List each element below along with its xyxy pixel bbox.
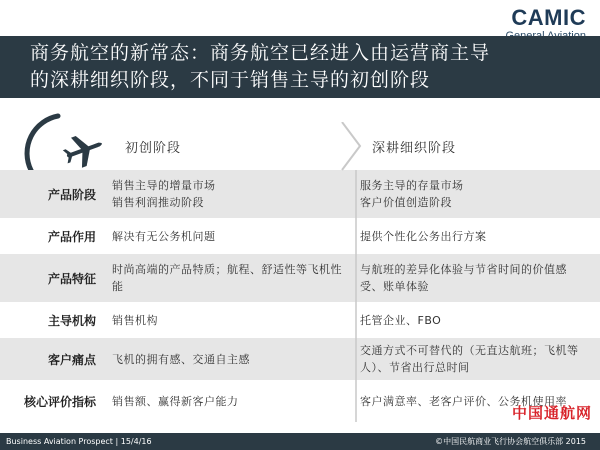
title-line-1: 商务航空的新常态：商务航空已经进入由运营商主导 [30, 42, 491, 64]
footer-left-text: Business Aviation Prospect | 15/4/16 [6, 437, 152, 446]
table-row [0, 338, 600, 380]
table-row [0, 380, 600, 422]
row-cell-deep: 与航班的差异化体验与节省时间的价值感受、账单体验 [360, 263, 567, 293]
table-row [0, 170, 600, 218]
row-label: 主导机构 [47, 313, 96, 328]
row-cell-deep: 服务主导的存量市场 客户价值创造阶段 [360, 179, 464, 209]
logo-name: CAMIC [511, 5, 586, 30]
watermark-text: 中国通航网 [511, 404, 592, 422]
row-cell-deep: 托管企业、FBO [360, 313, 442, 327]
column-header-initial-stage: 初创阶段 [125, 141, 182, 156]
row-cell-initial: 销售机构 [112, 313, 158, 327]
row-label: 产品特征 [47, 271, 96, 286]
row-cell-initial: 飞机的拥有感、交通自主感 [112, 352, 250, 366]
row-cell-deep: 提供个性化公务出行方案 [360, 229, 487, 243]
row-cell-initial: 解决有无公务机问题 [112, 229, 216, 243]
row-label: 产品阶段 [47, 187, 96, 202]
footer-bar [0, 433, 600, 450]
title-banner [0, 36, 600, 98]
stage-divider-arrow-icon [338, 122, 368, 422]
table-row [0, 254, 600, 302]
table-row [0, 302, 600, 338]
row-cell-initial: 销售主导的增量市场 销售利润推动阶段 [112, 179, 216, 209]
row-cell-initial: 时尚高端的产品特质；航程、舒适性等飞机性能 [112, 263, 342, 293]
row-label: 核心评价指标 [23, 394, 96, 409]
row-cell-deep: 交通方式不可替代的（无直达航班；飞机等人）、节省出行总时间 [360, 344, 579, 374]
row-label: 客户痛点 [47, 352, 96, 367]
row-label: 产品作用 [47, 229, 96, 244]
table-row [0, 218, 600, 254]
row-cell-deep: 客户满意率、老客户评价、公务机使用率 [360, 394, 567, 408]
column-header-deep-stage: 深耕细织阶段 [372, 141, 457, 156]
footer-copyright: ©中国民航商业飞行协会航空俱乐部 2015 [435, 437, 586, 446]
row-cell-initial: 销售额、赢得新客户能力 [112, 394, 239, 408]
title-line-2: 的深耕细织阶段，不同于销售主导的初创阶段 [30, 69, 431, 91]
